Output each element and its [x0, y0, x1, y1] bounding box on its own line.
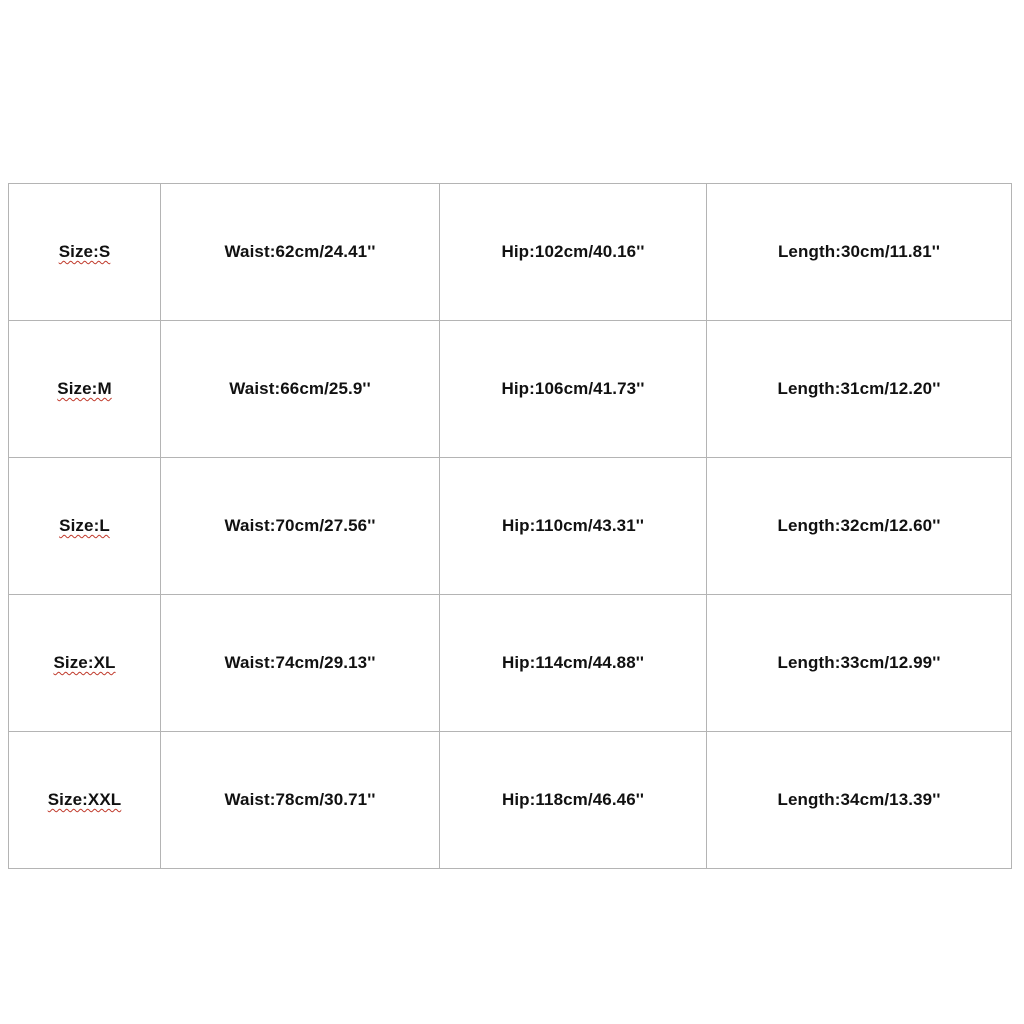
- size-chart-table: [8, 183, 1012, 869]
- waist-cell: Waist:78cm/30.71'': [161, 732, 440, 869]
- hip-cell: Hip:114cm/44.88'': [440, 595, 707, 732]
- size-label: Size:XL: [53, 653, 116, 672]
- table-row: [9, 595, 1012, 732]
- size-cell: [9, 321, 161, 458]
- waist-cell: Waist:66cm/25.9'': [161, 321, 440, 458]
- size-label: Size:S: [58, 242, 111, 261]
- size-cell: [9, 732, 161, 869]
- table-row: [9, 458, 1012, 595]
- size-cell: [9, 184, 161, 321]
- table-row: [9, 184, 1012, 321]
- table-row: [9, 321, 1012, 458]
- hip-cell: Hip:106cm/41.73'': [440, 321, 707, 458]
- table-row: [9, 732, 1012, 869]
- length-cell: Length:34cm/13.39'': [707, 732, 1012, 869]
- hip-cell: Hip:118cm/46.46'': [440, 732, 707, 869]
- length-cell: Length:31cm/12.20'': [707, 321, 1012, 458]
- waist-cell: Waist:74cm/29.13'': [161, 595, 440, 732]
- hip-cell: Hip:110cm/43.31'': [440, 458, 707, 595]
- size-label: Size:M: [57, 379, 112, 398]
- size-label: Size:L: [59, 516, 110, 535]
- waist-cell: Waist:70cm/27.56'': [161, 458, 440, 595]
- size-cell: [9, 458, 161, 595]
- length-cell: Length:32cm/12.60'': [707, 458, 1012, 595]
- hip-cell: Hip:102cm/40.16'': [440, 184, 707, 321]
- length-cell: Length:33cm/12.99'': [707, 595, 1012, 732]
- length-cell: Length:30cm/11.81'': [707, 184, 1012, 321]
- size-label: Size:XXL: [47, 790, 122, 809]
- waist-cell: Waist:62cm/24.41'': [161, 184, 440, 321]
- size-cell: [9, 595, 161, 732]
